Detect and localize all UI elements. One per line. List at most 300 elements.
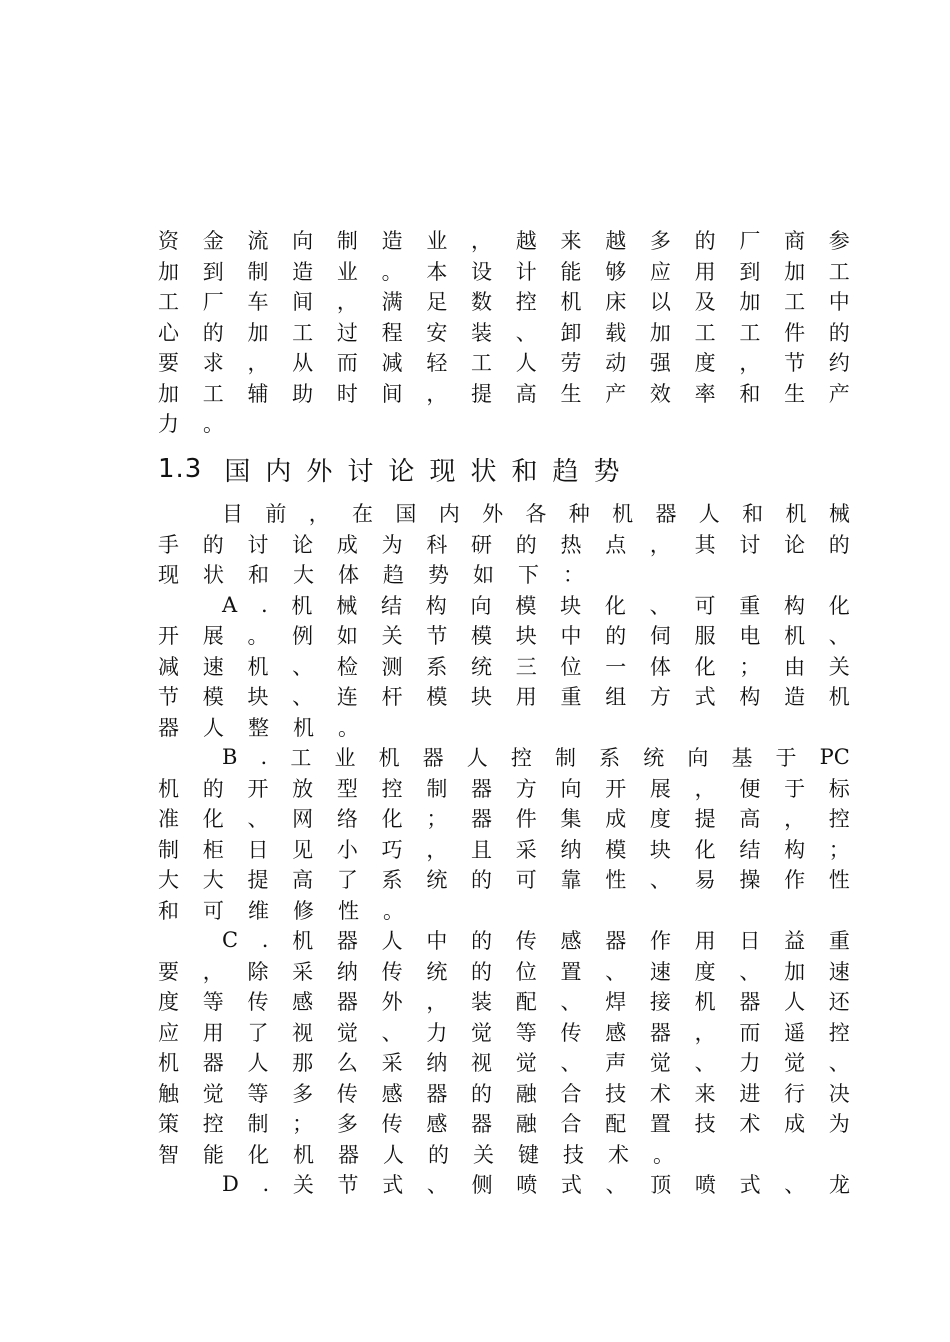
text-char: 动 (605, 351, 627, 375)
text-char: ： (563, 563, 584, 587)
text-char: 助 (292, 381, 314, 406)
text-char: 如 (473, 563, 494, 587)
text-char: 杆 (381, 685, 403, 709)
text-char: 控 (828, 807, 850, 831)
text-line (158, 1078, 850, 1108)
text-char: 。 (383, 898, 404, 923)
text-char: 种 (568, 502, 590, 526)
text-char: 、 (247, 807, 269, 831)
text-char: 便 (739, 776, 761, 801)
text-char: 力 (739, 1051, 761, 1075)
text-line (158, 317, 850, 347)
section-heading (158, 449, 635, 489)
text-char: 外 (482, 502, 504, 526)
text-char: ， (694, 1020, 716, 1045)
text-line (158, 378, 850, 408)
text-char: 提 (471, 381, 493, 406)
text-char: 向 (560, 776, 582, 801)
text-char: 计 (515, 259, 537, 284)
text-char: 器 (739, 990, 761, 1014)
text-char: 技 (605, 1081, 627, 1106)
text-char: 论 (292, 532, 314, 557)
text-line (158, 1047, 850, 1077)
text-char: 。 (338, 715, 359, 740)
text-char: 体 (338, 563, 359, 587)
text-char: 机 (694, 990, 716, 1014)
text-char: 性 (605, 868, 627, 892)
text-char: 器 (471, 807, 493, 831)
text-char: 工 (202, 381, 224, 406)
text-char: 放 (292, 776, 314, 801)
text-char: 器 (202, 1051, 224, 1075)
text-char: 纳 (426, 1051, 448, 1075)
text-char: 觉 (649, 1051, 671, 1075)
text-char: 性 (338, 898, 359, 923)
text-char: 由 (784, 654, 806, 679)
title-char: 势 (593, 456, 620, 487)
text-char: 用 (202, 1020, 224, 1045)
text-char: 其 (694, 532, 716, 557)
text-char: 、 (694, 1051, 716, 1075)
text-char: 商 (784, 229, 806, 253)
text-char: 高 (515, 381, 537, 406)
text-char: ； (828, 837, 850, 862)
text-char: 加 (739, 290, 761, 314)
text-char: 觉 (471, 1020, 493, 1045)
text-char: 求 (202, 351, 224, 375)
text-char: ， (426, 990, 448, 1014)
text-char: B (222, 745, 238, 769)
text-char: 大 (202, 868, 224, 892)
text-char: 融 (515, 1112, 537, 1136)
text-line (158, 347, 850, 377)
text-char: 为 (381, 532, 403, 557)
text-char: 式 (382, 1173, 404, 1197)
text-char: 应 (158, 1020, 179, 1045)
text-char: 床 (605, 290, 627, 314)
text-char: 势 (428, 563, 449, 587)
text-char: C (222, 928, 239, 952)
text-char: 控 (381, 776, 403, 801)
text-char: 业 (334, 746, 356, 770)
text-char: 度 (649, 807, 671, 831)
text-char: 操 (739, 868, 761, 892)
text-line (222, 590, 850, 620)
text-char: 速 (828, 959, 850, 984)
text-char: 工 (292, 320, 314, 345)
text-char: 的 (471, 929, 493, 953)
text-char: 关 (381, 624, 403, 648)
text-char: 一 (605, 654, 627, 679)
text-char: 提 (694, 807, 716, 831)
text-char: 、 (515, 320, 537, 345)
text-char: 化 (694, 837, 716, 862)
text-char: 件 (515, 807, 537, 831)
text-char: 服 (694, 624, 716, 648)
text-char: 构 (425, 593, 447, 618)
text-char: 觉 (515, 1051, 537, 1075)
text-char: 节 (337, 1173, 359, 1197)
text-char: 重 (739, 593, 761, 618)
text-char: 化 (202, 807, 224, 831)
text-char: 器 (422, 746, 444, 770)
text-char: 集 (560, 807, 582, 831)
text-char: 中 (426, 929, 448, 953)
text-char: 、 (828, 1051, 850, 1075)
text-char: 多 (649, 229, 671, 253)
text-char: 金 (202, 229, 224, 253)
text-char: 和 (742, 502, 764, 526)
text-char: 和 (158, 898, 179, 923)
text-char: 于 (775, 746, 797, 770)
text-char: 关 (828, 654, 850, 679)
text-char: 还 (828, 990, 850, 1014)
text-char: 载 (605, 320, 627, 345)
text-char: 化 (694, 654, 716, 679)
text-line (158, 620, 850, 650)
text-char: 以 (649, 290, 671, 314)
text-char: 益 (784, 929, 806, 953)
text-line (158, 225, 850, 255)
text-char: 多 (292, 1081, 314, 1106)
text-char: 型 (336, 776, 358, 801)
text-char: 人 (466, 746, 488, 770)
text-char: 模 (471, 624, 493, 648)
text-char: 方 (649, 685, 671, 709)
text-char: 器 (426, 1081, 448, 1106)
text-char: 内 (438, 502, 460, 526)
text-char: 关 (473, 1142, 494, 1167)
text-char: 速 (649, 959, 671, 984)
text-char: 及 (694, 290, 716, 314)
text-char: 、 (739, 959, 761, 984)
text-char: 机 (158, 776, 179, 801)
text-char: 造 (784, 685, 806, 709)
text-char: 前 (265, 502, 287, 526)
text-char: 小 (336, 837, 358, 862)
text-char: 日 (247, 837, 269, 862)
text-char: 络 (336, 807, 358, 831)
text-char: 、 (605, 1173, 627, 1197)
text-char: 机 (560, 290, 582, 314)
text-char: 、 (381, 1020, 403, 1045)
text-char: 顶 (650, 1173, 672, 1197)
text-char: 要 (158, 959, 179, 984)
text-char: D (222, 1172, 239, 1196)
text-char: 块 (560, 593, 582, 618)
text-char: 日 (739, 929, 761, 953)
text-char: 模 (426, 685, 448, 709)
text-char: ， (308, 502, 330, 526)
text-char: 体 (649, 654, 671, 679)
text-char: 设 (471, 259, 493, 284)
text-char: 器 (336, 990, 358, 1014)
text-char: 度 (158, 990, 179, 1014)
text-char: 人 (383, 1142, 404, 1167)
text-char: 感 (381, 1081, 403, 1106)
text-char: 系 (599, 746, 621, 770)
text-char: 觉 (202, 1081, 224, 1106)
text-char: 技 (563, 1142, 584, 1167)
text-char: 中 (828, 290, 850, 314)
text-line (158, 286, 850, 316)
text-char: 率 (694, 381, 716, 406)
text-char: 生 (784, 381, 806, 406)
section-title (224, 451, 634, 488)
text-char: 系 (426, 654, 448, 679)
text-char: 基 (731, 746, 753, 770)
text-char: 器 (336, 929, 358, 953)
text-char: 结 (739, 837, 761, 862)
text-char: 状 (203, 563, 224, 587)
title-char: 趋 (552, 456, 579, 487)
text-char: 修 (293, 898, 314, 923)
text-char: 准 (158, 807, 179, 831)
text-char: 工 (694, 320, 716, 345)
text-char: 造 (292, 259, 314, 284)
section-number: 1.3 (158, 454, 203, 484)
text-char: 械 (336, 593, 358, 618)
text-char: 越 (605, 229, 627, 253)
text-char: 网 (292, 807, 314, 831)
text-line (158, 864, 850, 894)
text-char: 、 (560, 1051, 582, 1075)
text-char: 工 (828, 259, 850, 284)
text-char: 人 (203, 715, 224, 740)
text-char: 采 (381, 1051, 403, 1075)
text-line (158, 895, 404, 925)
text-char: 而 (336, 351, 358, 375)
text-char: 要 (158, 351, 179, 375)
text-char: ， (739, 351, 761, 375)
title-char: 讨 (347, 456, 374, 487)
text-char: 机 (784, 624, 806, 648)
text-char: 效 (649, 381, 671, 406)
text-char: 高 (292, 868, 314, 892)
text-char: 装 (471, 320, 493, 345)
text-char: 、 (560, 990, 582, 1014)
text-line (158, 529, 850, 559)
text-char: 觉 (336, 1020, 358, 1045)
text-char: 下 (518, 563, 539, 587)
text-char: 、 (784, 1173, 806, 1197)
text-char: 三 (515, 654, 537, 679)
text-char: 和 (739, 381, 761, 406)
text-char: 可 (515, 868, 537, 892)
text-char: ， (471, 229, 493, 253)
text-char: 化 (604, 593, 626, 618)
text-char: 测 (381, 654, 403, 679)
text-char: 喷 (516, 1173, 538, 1197)
text-char: 到 (202, 259, 224, 284)
text-line (222, 1169, 850, 1199)
text-char: 、 (426, 1173, 448, 1197)
text-char: 合 (560, 1112, 582, 1136)
text-char: 统 (471, 654, 493, 679)
text-char: 机 (785, 502, 807, 526)
text-char: 加 (784, 959, 806, 984)
text-line (158, 773, 850, 803)
text-char: ， (336, 290, 358, 314)
text-char: 遥 (784, 1020, 806, 1045)
text-char: . (262, 1172, 270, 1196)
text-char: 制 (247, 1112, 269, 1136)
text-char: 速 (202, 654, 224, 679)
title-char: 国 (224, 456, 251, 487)
text-char: 人 (381, 929, 403, 953)
text-char: 够 (605, 259, 627, 284)
text-char: . (261, 928, 269, 952)
text-char: 采 (515, 837, 537, 862)
text-char: 器 (649, 1020, 671, 1045)
text-char: 的 (471, 1081, 493, 1106)
text-char: 度 (694, 351, 716, 375)
text-char: 手 (158, 532, 179, 557)
text-char: 向 (470, 593, 492, 618)
text-char: 力 (426, 1020, 448, 1045)
text-char: 开 (247, 776, 269, 801)
text-char: 工 (158, 290, 179, 314)
title-char: 论 (388, 456, 415, 487)
text-char: 块 (649, 837, 671, 862)
text-char: 统 (426, 959, 448, 984)
text-char: 讨 (247, 532, 269, 557)
text-char: 等 (247, 1081, 269, 1106)
text-char: 术 (649, 1081, 671, 1106)
text-char: 机 (291, 593, 313, 618)
text-char: 觉 (784, 1051, 806, 1075)
text-char: 人 (515, 351, 537, 375)
text-char: 制 (336, 229, 358, 253)
text-char: 机 (158, 1051, 179, 1075)
text-char: 器 (338, 1142, 359, 1167)
text-char: 构 (784, 593, 806, 618)
text-char: 厂 (739, 229, 761, 253)
text-char: 的 (202, 532, 224, 557)
text-char: 控 (202, 1112, 224, 1136)
text-char: 结 (380, 593, 402, 618)
text-char: 维 (248, 898, 269, 923)
text-char: 资 (158, 229, 179, 253)
text-char: 的 (428, 1142, 449, 1167)
text-char: 件 (784, 320, 806, 345)
text-char: 时 (336, 381, 358, 406)
text-char: 行 (784, 1081, 806, 1106)
text-line (158, 956, 850, 986)
text-char: 等 (202, 990, 224, 1014)
text-char: 到 (739, 259, 761, 284)
text-char: 式 (560, 1173, 582, 1197)
text-char: 检 (336, 654, 358, 679)
text-char: 科 (426, 532, 448, 557)
text-char: 器 (605, 929, 627, 953)
text-char: 成 (336, 532, 358, 557)
text-char: 机 (292, 929, 314, 953)
text-char: 人 (247, 1051, 269, 1075)
text-char: 间 (381, 381, 403, 406)
text-char: 了 (336, 868, 358, 892)
text-char: 卸 (560, 320, 582, 345)
text-char: 能 (560, 259, 582, 284)
text-char: 来 (560, 229, 582, 253)
text-char: 式 (694, 685, 716, 709)
text-line (158, 408, 224, 438)
text-char: 节 (784, 351, 806, 375)
text-char: 。 (247, 624, 269, 648)
text-char: 、 (292, 654, 314, 679)
text-char: 易 (694, 868, 716, 892)
text-char: 加 (158, 381, 179, 406)
text-char: 提 (247, 868, 269, 892)
text-char: 加 (649, 320, 671, 345)
text-char: 标 (828, 776, 850, 801)
text-char: 构 (784, 837, 806, 862)
text-char: 例 (292, 624, 314, 648)
title-char: 内 (265, 456, 292, 487)
text-char: 趋 (383, 563, 404, 587)
text-char: ； (292, 1112, 314, 1136)
text-char: 靠 (560, 868, 582, 892)
text-char: 应 (649, 259, 671, 284)
text-char: 程 (381, 320, 403, 345)
text-char: 现 (158, 563, 179, 587)
text-char: 用 (694, 929, 716, 953)
text-char: 技 (694, 1112, 716, 1136)
text-char: 置 (649, 1112, 671, 1136)
text-char: 减 (158, 654, 179, 679)
text-char: 成 (784, 1112, 806, 1136)
text-char: 、 (292, 685, 314, 709)
text-char: 块 (471, 685, 493, 709)
text-char: 焊 (605, 990, 627, 1014)
text-char: 械 (828, 502, 850, 526)
text-char: 于 (784, 776, 806, 801)
text-char: 。 (203, 412, 224, 436)
text-line (158, 651, 850, 681)
text-char: 且 (471, 837, 493, 862)
text-char: 的 (515, 532, 537, 557)
text-char: 机 (293, 715, 314, 740)
text-char: 向 (292, 229, 314, 253)
text-char: 巧 (381, 837, 403, 862)
text-char: 统 (426, 868, 448, 892)
text-char: 节 (158, 685, 179, 709)
text-char: 可 (694, 593, 716, 618)
text-char: 侧 (471, 1173, 493, 1197)
text-char: 作 (784, 868, 806, 892)
text-char: 强 (649, 351, 671, 375)
text-char: ， (247, 351, 269, 375)
text-char: 视 (471, 1051, 493, 1075)
text-char: 开 (605, 776, 627, 801)
text-line (222, 742, 850, 772)
text-char: 节 (426, 624, 448, 648)
text-char: 造 (381, 229, 403, 253)
text-char: 视 (292, 1020, 314, 1045)
text-char: 在 (352, 502, 374, 526)
text-char: 式 (739, 1173, 761, 1197)
text-char: 机 (612, 502, 634, 526)
text-char: ； (739, 654, 761, 679)
title-char: 状 (470, 456, 497, 487)
text-char: 制 (247, 259, 269, 284)
text-char: 大 (293, 563, 314, 587)
text-char: 、 (649, 868, 671, 892)
text-char: 模 (515, 593, 537, 618)
text-char: ， (694, 776, 716, 801)
text-char: 柜 (202, 837, 224, 862)
text-char: 度 (694, 959, 716, 984)
